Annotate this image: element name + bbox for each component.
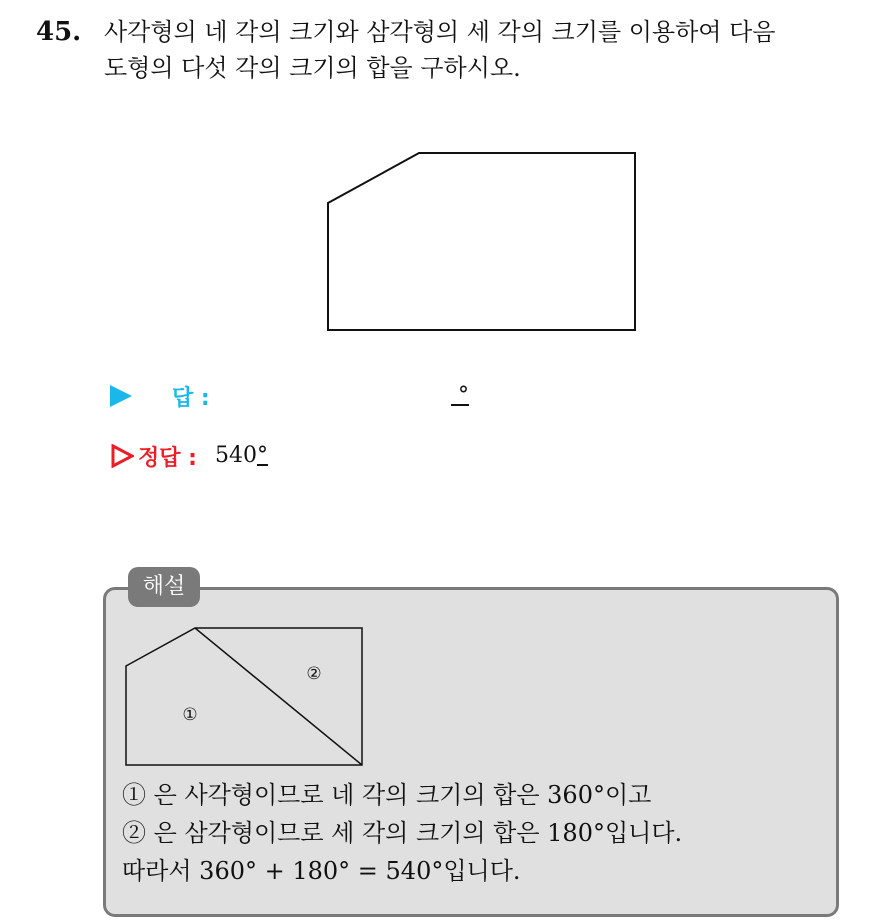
question-number: 45. <box>36 17 82 47</box>
explanation-line-3: 따라서 360° + 180° = 540°입니다. <box>122 857 521 885</box>
divided-pentagon-figure <box>124 626 366 768</box>
region-2-label: ② <box>306 664 322 684</box>
correct-answer-label: 정답 : <box>138 445 197 471</box>
region-1-label: ① <box>182 705 198 725</box>
question-text-line-2: 도형의 다섯 각의 크기의 합을 구하시오. <box>104 54 521 82</box>
correct-answer-value <box>215 438 268 474</box>
answer-blank[interactable] <box>451 378 469 414</box>
explanation-tab: 해설 <box>128 567 200 607</box>
outline-right-triangle-icon <box>110 444 134 468</box>
answer-blank-unit: ° <box>458 383 469 408</box>
correct-answer-unit: ° <box>256 443 268 468</box>
question-text <box>104 14 874 86</box>
explanation-line-2: ② 은 삼각형이므로 세 각의 크기의 합은 180°입니다. <box>122 819 683 847</box>
correct-answer-number: 540 <box>214 443 257 468</box>
pentagon-outline-small <box>126 628 362 765</box>
filled-right-triangle-icon <box>110 385 132 407</box>
explanation-line-1: ① 은 사각형이므로 네 각의 크기의 합은 360°이고 <box>122 781 652 809</box>
diagonal-divider <box>195 628 362 765</box>
question-text-line-1: 사각형의 네 각의 크기와 삼각형의 세 각의 크기를 이용하여 다음 <box>104 18 776 46</box>
explanation-text <box>122 776 682 890</box>
answer-row <box>110 378 469 414</box>
answer-label: 답 : <box>172 385 210 411</box>
pentagon-outline <box>328 153 635 330</box>
pentagon-figure <box>326 151 638 333</box>
correct-answer-row <box>110 438 268 474</box>
